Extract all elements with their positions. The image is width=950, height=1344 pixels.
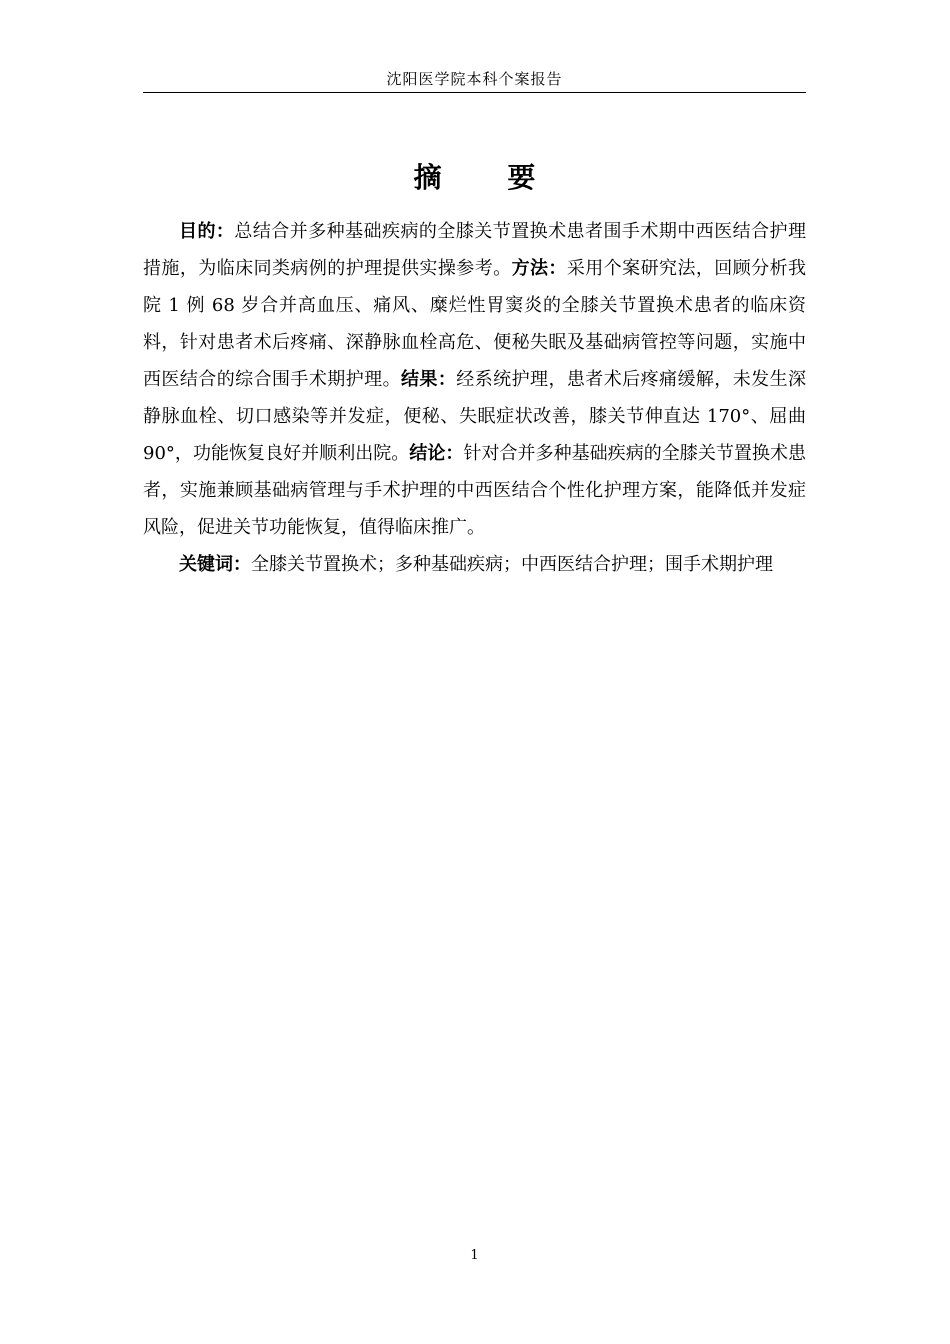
abstract-content <box>143 213 806 583</box>
conclusion-text: 针对合并多种基础疾病的全膝关节置换术患者，实施兼顾基础病管理与手术护理的中西医结合个性化护理方案，能降低并发症风险，促进关节功能恢复，值得临床推广。 <box>143 443 806 538</box>
result-text: 经系统护理，患者术后疼痛缓解，未发生深静脉血栓、切口感染等并发症，便秘、失眠症状改善，膝关节伸直达 170°、屈曲 90°，功能恢复良好并顺利出院。 <box>143 369 807 464</box>
keywords-label: 关键词： <box>179 554 251 575</box>
header-text: 沈阳医学院本科个案报告 <box>386 70 563 88</box>
page-number: 1 <box>470 1248 479 1263</box>
result-label: 结果： <box>401 369 457 390</box>
conclusion-label: 结论： <box>409 443 464 464</box>
method-label: 方法： <box>511 258 567 279</box>
objective-text: 总结合并多种基础疾病的全膝关节置换术患者围手术期中西医结合护理措施，为临床同类病例的护理提供实操参考。 <box>143 221 807 279</box>
page-title: 摘 要 <box>413 161 564 194</box>
keywords-text: 全膝关节置换术；多种基础疾病；中西医结合护理；围手术期护理 <box>251 554 773 575</box>
objective-label: 目的： <box>179 221 235 242</box>
abstract-paragraph <box>143 213 806 546</box>
page-header <box>143 66 806 93</box>
keywords-paragraph <box>143 546 806 583</box>
method-text: 采用个案研究法，回顾分析我院 1 例 68 岁合并高血压、痛风、糜烂性胃窦炎的全膝关节置换术患者的临床资料，针对患者术后疼痛、深静脉血栓高危、便秘失眠及基础病管控等问题，实施中西医结合的综合围手术期护理。 <box>143 258 807 390</box>
